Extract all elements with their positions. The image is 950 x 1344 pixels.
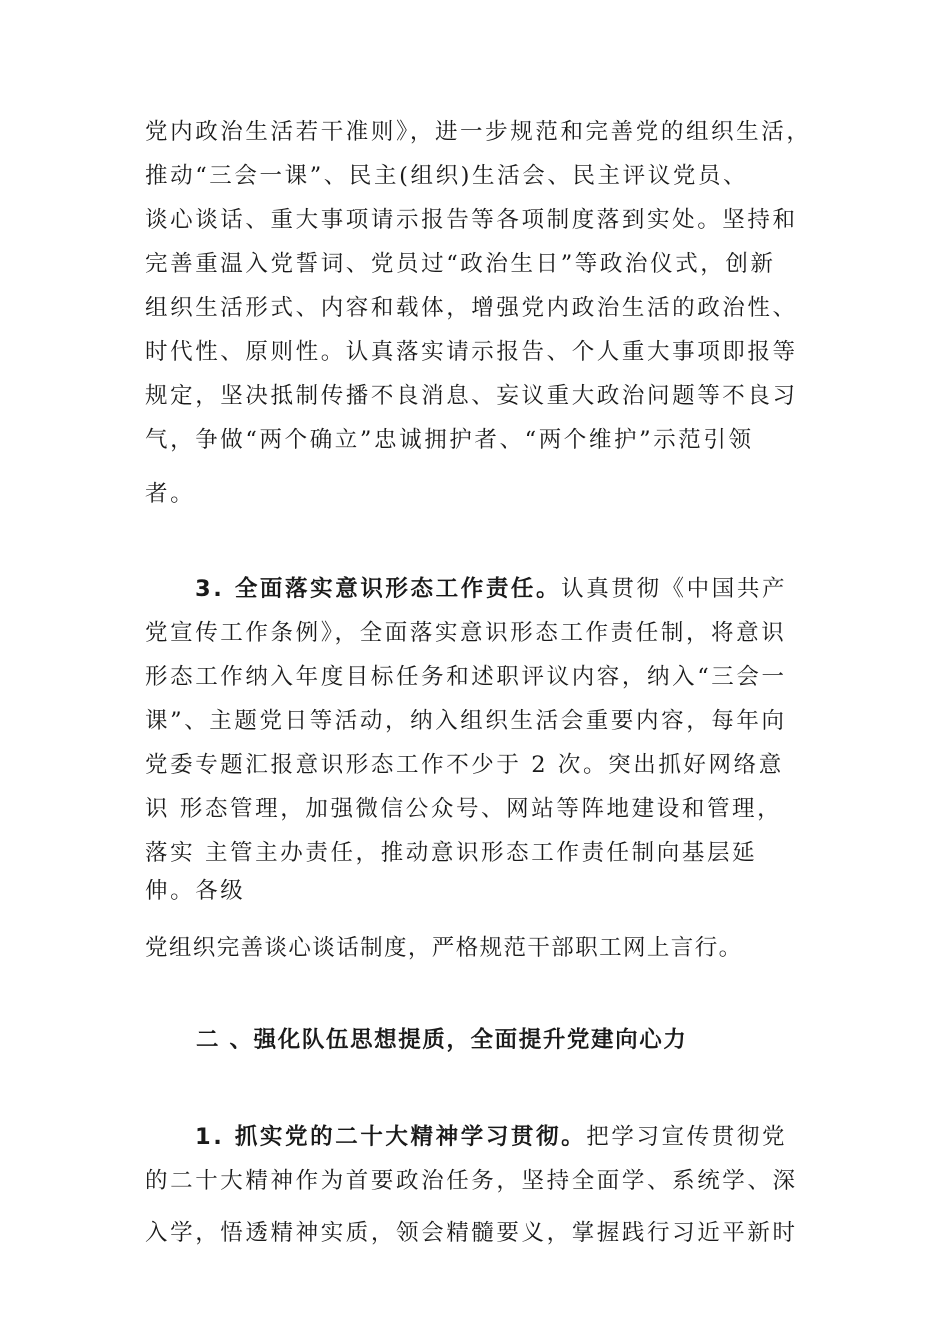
paragraph-2-first-line <box>195 574 805 604</box>
paragraph-3-first-line <box>195 1122 805 1152</box>
paragraph-1-line-8: 气，争做“两个确立”忠诚拥护者、“两个维护”示范引领 <box>145 427 754 453</box>
paragraph-2-line-7: 落实 主管主办责任，推动意识形态工作责任制向基层延 <box>145 840 758 866</box>
paragraph-2-heading: 3. 全面落实意识形态工作责任。 <box>195 576 562 602</box>
paragraph-1-line-1: 党内政治生活若干准则》，进一步规范和完善党的组织生活， <box>145 119 812 145</box>
paragraph-2-line-5: 党委专题汇报意识形态工作不少于 2 次。突出抓好网络意 <box>145 752 784 778</box>
paragraph-1-line-6: 时代性、原则性。认真落实请示报告、个人重大事项即报等 <box>145 339 798 365</box>
paragraph-1-line-3: 谈心谈话、重大事项请示报告等各项制度落到实处。坚持和 <box>145 207 798 233</box>
paragraph-2-line-4: 课”、主题党日等活动，纳入组织生活会重要内容，每年向 <box>145 708 787 734</box>
paragraph-2-first-line-rest: 认真贯彻《中国共产 <box>561 576 788 602</box>
paragraph-1-line-5: 组织生活形式、内容和载体，增强党内政治生活的政治性、 <box>145 295 798 321</box>
paragraph-3-heading: 1. 抓实党的二十大精神学习贯彻。 <box>195 1124 587 1150</box>
paragraph-1-line-7: 规定，坚决抵制传播不良消息、妄议重大政治问题等不良习 <box>145 383 798 409</box>
paragraph-2-line-6: 识 形态管理，加强微信公众号、网站等阵地建设和管理， <box>145 796 783 822</box>
paragraph-3-first-line-rest: 把学习宣传贯彻党 <box>586 1124 788 1150</box>
paragraph-1-line-4: 完善重温入党誓词、党员过“政治生日”等政治仪式，创新 <box>145 251 776 277</box>
paragraph-1-line-2: 推动“三会一课”、民主(组织)生活会、民主评议党员、 <box>145 163 749 189</box>
paragraph-2-line-8: 伸。各级 <box>145 878 246 904</box>
paragraph-2-line-9: 党组织完善谈心谈话制度，严格规范干部职工网上言行。 <box>145 935 743 961</box>
paragraph-3-line-2: 的二十大精神作为首要政治任务，坚持全面学、系统学、深 <box>145 1168 798 1194</box>
paragraph-2-line-3: 形态工作纳入年度目标任务和述职评议内容，纳入“三会一 <box>145 664 787 690</box>
section-heading: 二 、强化队伍思想提质，全面提升党建向心力 <box>196 1027 688 1053</box>
paragraph-3-line-3: 入学，悟透精神实质，领会精髓要义，掌握践行习近平新时 <box>145 1220 798 1246</box>
paragraph-1-line-9: 者。 <box>145 481 196 507</box>
paragraph-2-line-2: 党宣传工作条例》，全面落实意识形态工作责任制，将意识 <box>145 620 787 646</box>
